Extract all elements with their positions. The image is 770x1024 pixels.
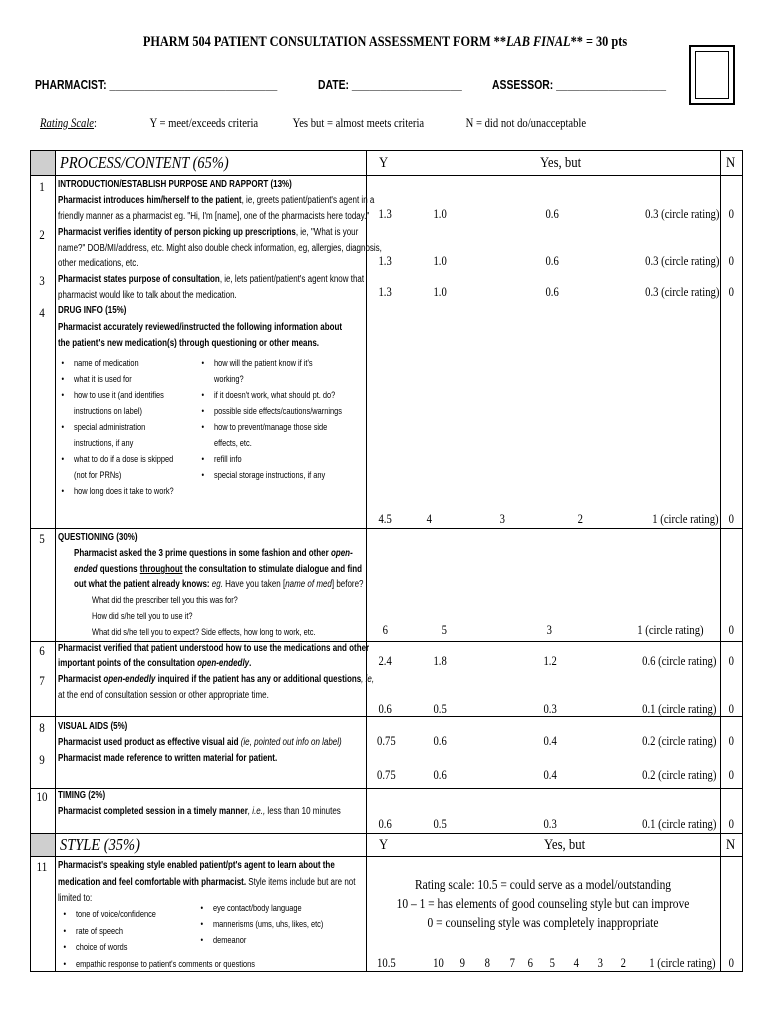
- item-5-text-3: out what the patient already knows: eg. Have you taken [name of med] before?: [74, 579, 364, 590]
- rating-option[interactable]: 3: [499, 511, 505, 526]
- row-number: 5: [39, 531, 45, 546]
- rating-option[interactable]: 9: [459, 955, 465, 970]
- list-item: • how will the patient know if it's: [214, 356, 313, 372]
- rating-option[interactable]: 0.5: [433, 701, 447, 716]
- rating-option[interactable]: 1.0: [433, 253, 447, 268]
- rating-scale-label: Rating Scale:: [40, 116, 97, 130]
- style-col-n-header: N: [726, 837, 736, 853]
- item-5-question-3: What did s/he tell you to expect? Side effects, how long to work, etc.: [92, 627, 316, 638]
- rating-option[interactable]: 4: [573, 955, 579, 970]
- item-3-text: Pharmacist states purpose of consultation, ie, lets patient/patient's agent know that: [58, 274, 365, 285]
- list-item: • what it is used for: [74, 372, 132, 388]
- row-number: 3: [39, 273, 45, 288]
- rating-option[interactable]: 5: [549, 955, 555, 970]
- rating-n[interactable]: 0: [728, 653, 734, 668]
- list-item: • how long does it take to work?: [74, 484, 174, 500]
- list-item: • what to do if a dose is skipped: [74, 452, 173, 468]
- item-6-text: Pharmacist verified that patient understood how to use the medications and other: [58, 643, 370, 654]
- rating-n[interactable]: 0: [728, 622, 734, 637]
- list-item: • how to prevent/manage those side: [214, 420, 327, 436]
- rating-option[interactable]: 8: [484, 955, 490, 970]
- rating-option[interactable]: 0.6: [433, 733, 447, 748]
- item-4-text-2: the patient's new medication(s) through questioning or other means.: [58, 338, 320, 349]
- rating-option[interactable]: 0.6: [545, 253, 559, 268]
- item-11-text: Pharmacist's speaking style enabled patient/pt's agent to learn about the: [58, 860, 335, 871]
- rating-option[interactable]: 6: [527, 955, 533, 970]
- style-header-shade: [30, 833, 55, 856]
- row-number: 1: [39, 179, 45, 194]
- form-title: PHARM 504 PATIENT CONSULTATION ASSESSMENT FORM **LAB FINAL** = 30 pts: [142, 34, 628, 50]
- rating-option[interactable]: 0.1 (circle rating): [642, 816, 717, 831]
- rating-y[interactable]: 0.75: [377, 767, 396, 782]
- rating-n[interactable]: 0: [728, 955, 734, 970]
- score-box[interactable]: [689, 45, 735, 105]
- rating-scale-y: Y = meet/exceeds criteria: [149, 116, 259, 130]
- item-10-text: Pharmacist completed session in a timely manner, i.e., less than 10 minutes: [58, 806, 341, 817]
- item-1-text: Pharmacist introduces him/herself to the patient, ie, greets patient/patient's agent in a: [58, 195, 375, 206]
- item-1-text-2: friendly manner as a pharmacist eg. "Hi, I'm [name], one of the pharmacists here today.": [58, 211, 370, 222]
- row-number: 2: [39, 227, 45, 242]
- header-shade: [30, 151, 55, 175]
- rating-option[interactable]: 4: [426, 511, 432, 526]
- pharmacist-field[interactable]: PHARMACIST: _____________________________: [35, 77, 278, 92]
- item-5-text: Pharmacist asked the 3 prime questions in some fashion and other open-: [74, 548, 353, 559]
- rating-n[interactable]: 0: [728, 767, 734, 782]
- list-item: • refill info: [214, 452, 242, 468]
- item-2-text: Pharmacist verifies identity of person picking up prescriptions, ie, "What is your: [58, 227, 359, 238]
- list-item: • demeanor: [213, 933, 246, 949]
- style-col-yes-but-header: Yes, but: [544, 837, 586, 853]
- rating-n[interactable]: 0: [728, 253, 734, 268]
- assessor-field[interactable]: ASSESSOR: ___________________: [492, 77, 667, 92]
- list-item-cont: (not for PRNs): [74, 470, 122, 481]
- list-item-cont: instructions on label): [74, 406, 142, 417]
- style-scale-line-2: 10 – 1 = has elements of good counseling style but can improve: [396, 897, 690, 912]
- rating-y[interactable]: 0.75: [377, 733, 396, 748]
- list-item: • name of medication: [74, 356, 139, 372]
- item-11-text-3: limited to:: [58, 893, 93, 904]
- rating-option[interactable]: 0.1 (circle rating): [642, 701, 717, 716]
- item-1-heading: INTRODUCTION/ESTABLISH PURPOSE AND RAPPORT (13%): [58, 179, 292, 190]
- rating-n[interactable]: 0: [728, 733, 734, 748]
- row-number: 8: [39, 720, 45, 735]
- list-item-cont: working?: [214, 374, 244, 385]
- rating-option[interactable]: 0.3 (circle rating): [645, 284, 720, 299]
- rating-y[interactable]: 2.4: [378, 653, 392, 668]
- style-scale-line-3: 0 = counseling style was completely inappropriate: [427, 916, 659, 931]
- item-5-question-1: What did the prescriber tell you this was for?: [92, 595, 238, 606]
- list-item: • how to use it (and identifies: [74, 388, 164, 404]
- rating-n[interactable]: 0: [728, 284, 734, 299]
- rating-y[interactable]: 0.6: [378, 816, 392, 831]
- rating-option[interactable]: 0.4: [543, 733, 557, 748]
- style-col-y-header: Y: [379, 837, 389, 853]
- item-10-heading: TIMING (2%): [58, 790, 106, 801]
- row-number: 7: [39, 673, 45, 688]
- rating-y[interactable]: 1.3: [378, 284, 392, 299]
- style-scale-line-1: Rating scale: 10.5 = could serve as a model/outstanding: [414, 878, 672, 893]
- item-11-text-2: medication and feel comfortable with pharmacist. Style items include but are not: [58, 877, 356, 888]
- style-section-title: STYLE (35%): [60, 835, 140, 854]
- row-number: 4: [39, 305, 45, 320]
- process-section-title: PROCESS/CONTENT (65%): [60, 153, 229, 172]
- rating-option[interactable]: 1.2: [543, 653, 557, 668]
- list-item: • mannerisms (ums, uhs, likes, etc): [213, 917, 323, 933]
- item-4-text: Pharmacist accurately reviewed/instructed the following information about: [58, 322, 343, 333]
- list-item: • if it doesn't work, what should pt. do?: [214, 388, 335, 404]
- col-yes-but-header: Yes, but: [540, 155, 582, 171]
- rating-option[interactable]: 5: [441, 622, 447, 637]
- col-y-header: Y: [379, 155, 389, 171]
- rating-option[interactable]: 1 (circle rating): [649, 955, 716, 970]
- list-item-cont: instructions, if any: [74, 438, 134, 449]
- rating-y[interactable]: 6: [382, 622, 388, 637]
- item-8-text: Pharmacist used product as effective visual aid (ie, pointed out info on label): [58, 737, 342, 748]
- rating-option[interactable]: 0.5: [433, 816, 447, 831]
- rating-option[interactable]: 3: [597, 955, 603, 970]
- item-5-heading: QUESTIONING (30%): [58, 532, 138, 543]
- list-item: • empathic response to patient's comments or questions: [76, 957, 255, 973]
- rating-scale-yes-but: Yes but = almost meets criteria: [292, 116, 425, 130]
- item-7-text-2: at the end of consultation session or other appropriate time.: [58, 690, 269, 701]
- rating-y[interactable]: 4.5: [378, 511, 392, 526]
- item-9-text: Pharmacist made reference to written material for patient.: [58, 753, 278, 764]
- item-5-text-2: ended questions throughout the consultation to stimulate dialogue and find: [74, 564, 363, 575]
- rating-option[interactable]: 0.3 (circle rating): [645, 253, 720, 268]
- list-item: • possible side effects/cautions/warnings: [214, 404, 342, 420]
- rating-option[interactable]: 0.6: [545, 206, 559, 221]
- rating-option[interactable]: 3: [546, 622, 552, 637]
- item-2-text-3: other medications, etc.: [58, 258, 139, 269]
- item-2-text-2: name?" DOB/MI/address, etc. Might also double check information, eg, allergies, diagnosis,: [58, 243, 382, 254]
- rating-option[interactable]: 10: [433, 955, 444, 970]
- rating-y[interactable]: 0.6: [378, 701, 392, 716]
- rating-option[interactable]: 0.3: [543, 816, 557, 831]
- row-number: 10: [36, 789, 48, 804]
- list-item: • choice of words: [76, 940, 127, 956]
- list-item: • eye contact/body language: [213, 901, 302, 917]
- rating-option[interactable]: 0.4: [543, 767, 557, 782]
- item-3-text-2: pharmacist would like to talk about the medication.: [58, 290, 237, 301]
- item-5-question-2: How did s/he tell you to use it?: [92, 611, 193, 622]
- item-4-heading: DRUG INFO (15%): [58, 305, 127, 316]
- rating-option[interactable]: 0.6: [545, 284, 559, 299]
- item-7-text: Pharmacist open-endedly inquired if the patient has any or additional questions, ie,: [58, 674, 375, 685]
- rating-option[interactable]: 1 (circle rating): [652, 511, 719, 526]
- rating-n[interactable]: 0: [728, 701, 734, 716]
- rating-option[interactable]: 1 (circle rating): [637, 622, 704, 637]
- rating-option[interactable]: 0.3 (circle rating): [645, 206, 720, 221]
- rating-option[interactable]: 2: [620, 955, 626, 970]
- row-number: 11: [36, 859, 48, 874]
- list-item: • rate of speech: [76, 924, 123, 940]
- list-item-cont: effects, etc.: [214, 438, 252, 449]
- rating-option[interactable]: 0.2 (circle rating): [642, 767, 717, 782]
- rating-y[interactable]: 1.3: [378, 253, 392, 268]
- rating-y[interactable]: 1.3: [378, 206, 392, 221]
- rating-scale-n: N = did not do/unacceptable: [465, 116, 587, 130]
- item-6-text-2: important points of the consultation open-endedly.: [58, 658, 252, 669]
- rating-option[interactable]: 0.6 (circle rating): [642, 653, 717, 668]
- rating-option[interactable]: 1.0: [433, 206, 447, 221]
- item-8-heading: VISUAL AIDS (5%): [58, 721, 128, 732]
- row-number: 9: [39, 752, 45, 767]
- rating-option[interactable]: 7: [509, 955, 515, 970]
- rating-option[interactable]: 1.0: [433, 284, 447, 299]
- list-item: • special administration: [74, 420, 145, 436]
- rating-n[interactable]: 0: [728, 816, 734, 831]
- rating-option[interactable]: 1.8: [433, 653, 447, 668]
- row-number: 6: [39, 643, 45, 658]
- rating-option[interactable]: 0.2 (circle rating): [642, 733, 717, 748]
- rating-n[interactable]: 0: [728, 206, 734, 221]
- list-item: • special storage instructions, if any: [214, 468, 325, 484]
- date-field[interactable]: DATE: ___________________: [318, 77, 462, 92]
- col-n-header: N: [726, 155, 736, 171]
- rating-n[interactable]: 0: [728, 511, 734, 526]
- rating-option[interactable]: 0.6: [433, 767, 447, 782]
- rating-y[interactable]: 10.5: [377, 955, 396, 970]
- rating-option[interactable]: 0.3: [543, 701, 557, 716]
- rating-option[interactable]: 2: [577, 511, 583, 526]
- list-item: • tone of voice/confidence: [76, 907, 156, 923]
